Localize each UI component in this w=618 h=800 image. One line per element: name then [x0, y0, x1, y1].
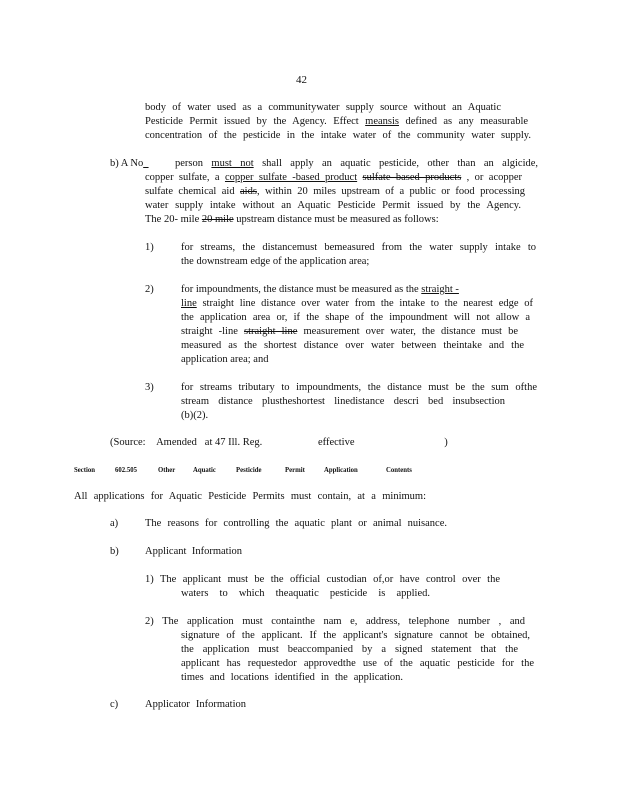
para-b-line-5: The 20- mile 20 mile upstream distance must be measured as follows:: [145, 214, 439, 225]
item-2-line-1: for impoundments, the distance must be measured as the straight -: [181, 284, 459, 295]
para-b-line-4: water supply intake without an Aquatic Pesticide Permit issued by the Agency.: [145, 200, 521, 211]
section-number: 602.505: [115, 465, 137, 474]
list-b-2-line-3: the application must beaccompanied by a signed statement that the: [181, 644, 518, 655]
para-opening-line-3: concentration of the pesticide in the intake water of the community water supply.: [145, 130, 531, 141]
item-2-line-6: application area; and: [181, 354, 269, 365]
list-b-text: Applicant Information: [145, 546, 242, 557]
para-opening-line-1: body of water used as a communitywater supply source without an Aquatic: [145, 102, 501, 113]
item-2-line-4: straight -line straight line measurement over water, the distance must be: [181, 326, 519, 337]
section-title-word-2: Aquatic: [193, 465, 216, 474]
section-title-word-3: Pesticide: [236, 465, 262, 474]
list-b-letter: b): [110, 546, 119, 557]
list-b-1-line-2: waters to which theaquatic pesticide is applied.: [181, 588, 430, 599]
item-1-line-2: the downstream edge of the application area;: [181, 256, 370, 267]
section-title-word-5: Application: [324, 465, 358, 474]
item-1-number: 1): [145, 242, 154, 253]
item-3-line-1: for streams tributary to impoundments, the distance must be the sum ofthe: [181, 382, 537, 393]
list-b-2-line-2: signature of the applicant. If the applicant's signature cannot be obtained,: [181, 630, 530, 641]
section-title-word-6: Contents: [386, 465, 412, 474]
item-2-number: 2): [145, 284, 154, 295]
list-b-2-line-4: applicant has requestedor approvedthe use of the aquatic pesticide for the: [181, 658, 534, 669]
item-1-line-1: for streams, the distancemust bemeasured from the water supply intake to: [181, 242, 536, 253]
para-b-line-1: person must not shall apply an aquatic pesticide, other than an algicide,: [175, 158, 539, 169]
item-2-line-5: measured as the shortest distance over water between theintake and the: [181, 340, 524, 351]
item-3-number: 3): [145, 382, 154, 393]
item-2-line-3: the application area or, if the shape of the impoundment will not allow a: [181, 312, 530, 323]
list-a-letter: a): [110, 518, 119, 529]
para-b-line-2: copper sulfate, a copper sulfate -based product sulfate based products , or acopper: [145, 172, 523, 183]
list-b-1-line-1: 1) The applicant must be the official custodian of,or have control over the: [145, 574, 500, 585]
list-b-2-line-1: 2) The application must containthe nam e, address, telephone number , and: [145, 616, 525, 627]
list-c-letter: c): [110, 699, 119, 710]
list-c-text: Applicator Information: [145, 699, 246, 710]
page-number: 42: [296, 74, 307, 86]
list-b-2-line-5: times and locations identified in the application.: [181, 672, 403, 683]
item-2-line-2: line straight line distance over water from the intake to the nearest edge of: [181, 298, 533, 309]
section-intro: All applications for Aquatic Pesticide Permits must contain, at a minimum:: [74, 491, 426, 502]
para-b-line-3: sulfate chemical aid aids, within 20 miles upstream of a public or food processing: [145, 186, 526, 197]
para-b-label: b) A No_: [110, 158, 149, 169]
section-title-word-1: Other: [158, 465, 176, 474]
section-title-word-4: Permit: [285, 465, 305, 474]
item-3-line-3: (b)(2).: [181, 410, 209, 421]
source-note: (Source: Amended at 47 Ill. Reg. effective ): [110, 437, 448, 448]
list-a-text: The reasons for controlling the aquatic plant or animal nuisance.: [145, 518, 447, 529]
section-label: Section: [74, 465, 96, 474]
item-3-line-2: stream distance plustheshortest linedistance descri bed insubsection: [181, 396, 505, 407]
para-opening-line-2: Pesticide Permit issued by the Agency. Effect meansis defined as any measurable: [145, 116, 529, 127]
